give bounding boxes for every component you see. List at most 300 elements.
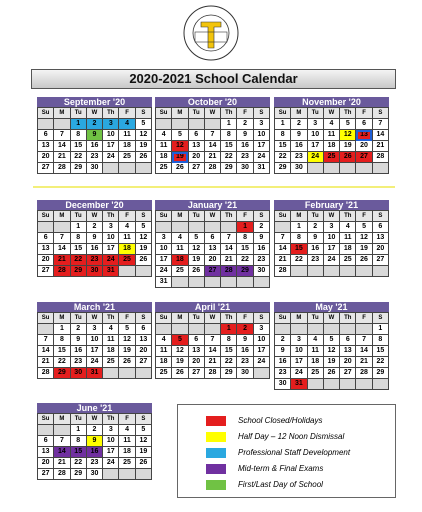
day-cell: 21 xyxy=(372,141,388,152)
day-cell: 4 xyxy=(119,119,135,130)
day-cell: 7 xyxy=(54,436,70,447)
day-cell: 15 xyxy=(70,244,86,255)
month-title: January '21 xyxy=(155,200,270,210)
weekday-header: Th xyxy=(340,108,356,119)
day-cell: 13 xyxy=(135,335,151,346)
day-cell: 16 xyxy=(253,244,269,255)
empty-cell xyxy=(54,222,70,233)
day-cell: 24 xyxy=(323,255,339,266)
day-cell: 20 xyxy=(340,357,356,368)
weekday-header: M xyxy=(172,313,188,324)
weekday-header: M xyxy=(54,313,70,324)
day-cell: 6 xyxy=(372,222,388,233)
day-cell: 13 xyxy=(204,244,220,255)
month-grid xyxy=(37,312,152,379)
day-cell: 6 xyxy=(38,233,54,244)
empty-cell xyxy=(340,266,356,277)
day-cell: 20 xyxy=(38,152,54,163)
day-cell: 16 xyxy=(86,141,102,152)
weekday-header: W xyxy=(204,313,220,324)
day-cell: 19 xyxy=(172,357,188,368)
day-cell: 21 xyxy=(275,255,291,266)
calendar-title: 2020-2021 School Calendar xyxy=(31,69,396,89)
weekday-header: Tu xyxy=(70,414,86,425)
day-cell: 17 xyxy=(253,346,269,357)
weekday-header: Th xyxy=(221,108,237,119)
day-cell: 4 xyxy=(156,335,172,346)
day-cell: 31 xyxy=(156,277,172,288)
weekday-header: W xyxy=(86,211,102,222)
day-cell: 19 xyxy=(356,244,372,255)
day-cell: 4 xyxy=(119,222,135,233)
day-cell: 26 xyxy=(135,255,151,266)
day-cell: 15 xyxy=(221,346,237,357)
day-cell: 24 xyxy=(291,368,307,379)
day-cell: 27 xyxy=(340,368,356,379)
day-cell: 29 xyxy=(54,368,70,379)
day-cell: 9 xyxy=(86,233,102,244)
day-cell: 26 xyxy=(323,368,339,379)
day-cell: 27 xyxy=(372,255,388,266)
weekday-header: Su xyxy=(156,211,172,222)
day-cell: 8 xyxy=(237,233,253,244)
day-cell: 3 xyxy=(103,425,119,436)
day-cell: 9 xyxy=(291,130,307,141)
day-cell: 21 xyxy=(54,255,70,266)
day-cell: 17 xyxy=(156,255,172,266)
day-cell: 8 xyxy=(70,130,86,141)
day-cell: 20 xyxy=(135,346,151,357)
day-cell: 3 xyxy=(253,324,269,335)
weekday-header: Th xyxy=(340,313,356,324)
day-cell: 12 xyxy=(323,346,339,357)
day-cell: 15 xyxy=(291,244,307,255)
empty-cell xyxy=(291,324,307,335)
weekday-header: M xyxy=(172,108,188,119)
day-cell: 2 xyxy=(253,222,269,233)
day-cell: 3 xyxy=(103,119,119,130)
month-calendar xyxy=(155,302,270,379)
day-cell: 12 xyxy=(188,244,204,255)
day-cell: 19 xyxy=(119,346,135,357)
weekday-header: M xyxy=(54,414,70,425)
day-cell: 15 xyxy=(54,346,70,357)
weekday-header: W xyxy=(204,211,220,222)
day-cell: 18 xyxy=(103,346,119,357)
day-cell: 22 xyxy=(237,255,253,266)
empty-cell xyxy=(204,324,220,335)
day-cell: 17 xyxy=(323,244,339,255)
day-cell: 28 xyxy=(204,368,220,379)
day-cell: 14 xyxy=(54,244,70,255)
weekday-header: Th xyxy=(103,108,119,119)
day-cell: 28 xyxy=(356,368,372,379)
legend-label: Mid-term & Final Exams xyxy=(238,464,324,473)
empty-cell xyxy=(188,119,204,130)
day-cell: 10 xyxy=(86,335,102,346)
empty-cell xyxy=(253,368,269,379)
weekday-header: Tu xyxy=(188,211,204,222)
day-cell: 13 xyxy=(38,447,54,458)
day-cell: 14 xyxy=(54,141,70,152)
weekday-header: F xyxy=(356,313,372,324)
day-cell: 30 xyxy=(237,163,253,174)
day-cell: 15 xyxy=(70,141,86,152)
day-cell: 4 xyxy=(323,119,339,130)
day-cell: 3 xyxy=(323,222,339,233)
weekday-header: Su xyxy=(38,414,54,425)
weekday-header: S xyxy=(372,108,388,119)
day-cell: 23 xyxy=(86,458,102,469)
day-cell: 1 xyxy=(221,324,237,335)
empty-cell xyxy=(372,266,388,277)
day-cell: 1 xyxy=(221,119,237,130)
day-cell: 24 xyxy=(103,255,119,266)
empty-cell xyxy=(54,119,70,130)
empty-cell xyxy=(119,266,135,277)
month-calendar xyxy=(37,403,152,480)
day-cell: 13 xyxy=(188,141,204,152)
day-cell: 5 xyxy=(119,324,135,335)
day-cell: 6 xyxy=(204,233,220,244)
day-cell: 22 xyxy=(221,152,237,163)
day-cell: 29 xyxy=(221,368,237,379)
day-cell: 8 xyxy=(54,335,70,346)
day-cell: 25 xyxy=(172,266,188,277)
weekday-header: Su xyxy=(156,108,172,119)
day-cell: 14 xyxy=(204,141,220,152)
day-cell: 5 xyxy=(356,222,372,233)
day-cell: 12 xyxy=(172,141,188,152)
empty-cell xyxy=(340,379,356,390)
empty-cell xyxy=(188,222,204,233)
weekday-header: W xyxy=(86,414,102,425)
day-cell: 26 xyxy=(340,152,356,163)
day-cell: 21 xyxy=(38,357,54,368)
day-cell: 31 xyxy=(291,379,307,390)
day-cell: 23 xyxy=(275,368,291,379)
weekday-header: W xyxy=(323,108,339,119)
day-cell: 1 xyxy=(70,222,86,233)
day-cell: 18 xyxy=(323,141,339,152)
weekday-header: Su xyxy=(275,313,291,324)
weekday-header: W xyxy=(323,313,339,324)
day-cell: 18 xyxy=(119,141,135,152)
day-cell: 11 xyxy=(119,130,135,141)
day-cell: 27 xyxy=(38,469,54,480)
day-cell: 23 xyxy=(70,357,86,368)
day-cell: 13 xyxy=(188,346,204,357)
empty-cell xyxy=(135,469,151,480)
empty-cell xyxy=(156,222,172,233)
day-cell: 9 xyxy=(275,346,291,357)
day-cell: 28 xyxy=(275,266,291,277)
legend-label: Professional Staff Development xyxy=(238,448,351,457)
weekday-header: Su xyxy=(275,211,291,222)
day-cell: 8 xyxy=(70,436,86,447)
day-cell: 17 xyxy=(103,447,119,458)
empty-cell xyxy=(204,277,220,288)
day-cell: 22 xyxy=(221,357,237,368)
day-cell: 29 xyxy=(70,163,86,174)
day-cell: 16 xyxy=(307,244,323,255)
day-cell: 29 xyxy=(237,266,253,277)
day-cell: 13 xyxy=(372,233,388,244)
empty-cell xyxy=(38,425,54,436)
weekday-header: W xyxy=(323,211,339,222)
empty-cell xyxy=(38,324,54,335)
day-cell: 14 xyxy=(221,244,237,255)
day-cell: 10 xyxy=(103,233,119,244)
day-cell: 18 xyxy=(156,152,172,163)
empty-cell xyxy=(54,425,70,436)
weekday-header: Su xyxy=(38,313,54,324)
day-cell: 23 xyxy=(237,152,253,163)
day-cell: 25 xyxy=(119,458,135,469)
weekday-header: S xyxy=(135,414,151,425)
weekday-header: F xyxy=(119,313,135,324)
day-cell: 11 xyxy=(103,335,119,346)
weekday-header: Th xyxy=(103,313,119,324)
weekday-header: M xyxy=(172,211,188,222)
day-cell: 21 xyxy=(204,152,220,163)
month-title: September '20 xyxy=(37,97,152,107)
day-cell: 11 xyxy=(119,436,135,447)
day-cell: 1 xyxy=(70,425,86,436)
day-cell: 8 xyxy=(221,335,237,346)
weekday-header: M xyxy=(54,211,70,222)
day-cell: 2 xyxy=(237,119,253,130)
day-cell: 24 xyxy=(86,357,102,368)
day-cell: 24 xyxy=(103,152,119,163)
day-cell: 28 xyxy=(54,469,70,480)
day-cell: 1 xyxy=(372,324,388,335)
day-cell: 2 xyxy=(237,324,253,335)
day-cell: 17 xyxy=(103,244,119,255)
day-cell: 1 xyxy=(70,119,86,130)
day-cell: 25 xyxy=(119,255,135,266)
month-title: March '21 xyxy=(37,302,152,312)
weekday-header: F xyxy=(119,108,135,119)
day-cell: 4 xyxy=(307,335,323,346)
day-cell: 19 xyxy=(172,152,188,163)
day-cell: 4 xyxy=(340,222,356,233)
day-cell: 1 xyxy=(54,324,70,335)
empty-cell xyxy=(291,266,307,277)
day-cell: 2 xyxy=(86,425,102,436)
day-cell: 21 xyxy=(54,152,70,163)
day-cell: 3 xyxy=(291,335,307,346)
day-cell: 30 xyxy=(237,368,253,379)
day-cell: 24 xyxy=(253,152,269,163)
empty-cell xyxy=(172,324,188,335)
day-cell: 29 xyxy=(275,163,291,174)
weekday-header: Tu xyxy=(70,108,86,119)
day-cell: 4 xyxy=(103,324,119,335)
day-cell: 3 xyxy=(156,233,172,244)
day-cell: 12 xyxy=(356,233,372,244)
day-cell: 1 xyxy=(291,222,307,233)
day-cell: 2 xyxy=(307,222,323,233)
day-cell: 14 xyxy=(356,346,372,357)
empty-cell xyxy=(119,163,135,174)
empty-cell xyxy=(221,277,237,288)
day-cell: 6 xyxy=(188,335,204,346)
month-title: February '21 xyxy=(274,200,389,210)
day-cell: 29 xyxy=(221,163,237,174)
day-cell: 8 xyxy=(291,233,307,244)
school-logo xyxy=(182,4,240,62)
day-cell: 6 xyxy=(340,335,356,346)
day-cell: 22 xyxy=(372,357,388,368)
day-cell: 11 xyxy=(340,233,356,244)
day-cell: 16 xyxy=(237,141,253,152)
day-cell: 14 xyxy=(275,244,291,255)
day-cell: 4 xyxy=(172,233,188,244)
day-cell: 11 xyxy=(307,346,323,357)
weekday-header: Tu xyxy=(188,313,204,324)
empty-cell xyxy=(135,163,151,174)
empty-cell xyxy=(340,163,356,174)
day-cell: 6 xyxy=(188,130,204,141)
day-cell: 19 xyxy=(135,244,151,255)
day-cell: 23 xyxy=(291,152,307,163)
day-cell: 11 xyxy=(156,346,172,357)
day-cell: 18 xyxy=(119,447,135,458)
weekday-header: S xyxy=(135,108,151,119)
day-cell: 8 xyxy=(70,233,86,244)
empty-cell xyxy=(356,324,372,335)
day-cell: 26 xyxy=(172,368,188,379)
day-cell: 25 xyxy=(156,163,172,174)
empty-cell xyxy=(372,379,388,390)
day-cell: 17 xyxy=(253,141,269,152)
day-cell: 20 xyxy=(356,141,372,152)
day-cell: 18 xyxy=(119,244,135,255)
month-calendar xyxy=(274,97,389,174)
day-cell: 22 xyxy=(275,152,291,163)
day-cell: 16 xyxy=(275,357,291,368)
weekday-header: S xyxy=(253,211,269,222)
weekday-header: S xyxy=(253,108,269,119)
empty-cell xyxy=(323,379,339,390)
day-cell: 5 xyxy=(135,222,151,233)
day-cell: 25 xyxy=(156,368,172,379)
day-cell: 16 xyxy=(86,447,102,458)
day-cell: 19 xyxy=(188,255,204,266)
day-cell: 15 xyxy=(70,447,86,458)
day-cell: 28 xyxy=(38,368,54,379)
day-cell: 12 xyxy=(172,346,188,357)
day-cell: 30 xyxy=(291,163,307,174)
day-cell: 9 xyxy=(307,233,323,244)
day-cell: 9 xyxy=(253,233,269,244)
day-cell: 23 xyxy=(253,255,269,266)
weekday-header: Th xyxy=(221,313,237,324)
day-cell: 13 xyxy=(38,141,54,152)
day-cell: 30 xyxy=(275,379,291,390)
day-cell: 9 xyxy=(237,335,253,346)
weekday-header: Tu xyxy=(70,211,86,222)
empty-cell xyxy=(253,277,269,288)
legend-swatch xyxy=(206,432,226,442)
day-cell: 5 xyxy=(188,233,204,244)
day-cell: 10 xyxy=(307,130,323,141)
empty-cell xyxy=(323,163,339,174)
day-cell: 16 xyxy=(237,346,253,357)
day-cell: 24 xyxy=(307,152,323,163)
weekday-header: M xyxy=(291,108,307,119)
day-cell: 15 xyxy=(275,141,291,152)
empty-cell xyxy=(307,324,323,335)
empty-cell xyxy=(307,266,323,277)
weekday-header: S xyxy=(372,313,388,324)
day-cell: 20 xyxy=(188,357,204,368)
weekday-header: M xyxy=(54,108,70,119)
day-cell: 27 xyxy=(38,266,54,277)
day-cell: 10 xyxy=(103,436,119,447)
legend-label: School Closed/Holidays xyxy=(238,416,323,425)
day-cell: 22 xyxy=(70,458,86,469)
day-cell: 22 xyxy=(70,255,86,266)
day-cell: 28 xyxy=(54,266,70,277)
empty-cell xyxy=(172,277,188,288)
empty-cell xyxy=(307,163,323,174)
day-cell: 12 xyxy=(135,436,151,447)
day-cell: 17 xyxy=(103,141,119,152)
day-cell: 20 xyxy=(38,458,54,469)
day-cell: 6 xyxy=(38,130,54,141)
day-cell: 10 xyxy=(323,233,339,244)
month-grid xyxy=(274,312,389,390)
day-cell: 25 xyxy=(323,152,339,163)
empty-cell xyxy=(237,277,253,288)
day-cell: 21 xyxy=(204,357,220,368)
weekday-header: Su xyxy=(275,108,291,119)
day-cell: 30 xyxy=(86,469,102,480)
day-cell: 5 xyxy=(340,119,356,130)
day-cell: 7 xyxy=(221,233,237,244)
day-cell: 28 xyxy=(372,152,388,163)
weekday-header: M xyxy=(291,211,307,222)
weekday-header: S xyxy=(253,313,269,324)
month-grid xyxy=(155,107,270,174)
day-cell: 23 xyxy=(237,357,253,368)
month-title: April '21 xyxy=(155,302,270,312)
day-cell: 9 xyxy=(70,335,86,346)
weekday-header: Th xyxy=(221,211,237,222)
day-cell: 30 xyxy=(86,266,102,277)
day-cell: 16 xyxy=(291,141,307,152)
day-cell: 3 xyxy=(253,119,269,130)
weekday-header: Su xyxy=(38,211,54,222)
day-cell: 6 xyxy=(135,324,151,335)
day-cell: 17 xyxy=(291,357,307,368)
day-cell: 25 xyxy=(103,357,119,368)
day-cell: 16 xyxy=(70,346,86,357)
day-cell: 20 xyxy=(38,255,54,266)
day-cell: 23 xyxy=(307,255,323,266)
day-cell: 31 xyxy=(103,266,119,277)
empty-cell xyxy=(356,266,372,277)
weekday-header: Su xyxy=(156,313,172,324)
empty-cell xyxy=(204,119,220,130)
day-cell: 7 xyxy=(54,130,70,141)
day-cell: 18 xyxy=(340,244,356,255)
day-cell: 24 xyxy=(253,357,269,368)
day-cell: 3 xyxy=(86,324,102,335)
weekday-header: Tu xyxy=(307,313,323,324)
